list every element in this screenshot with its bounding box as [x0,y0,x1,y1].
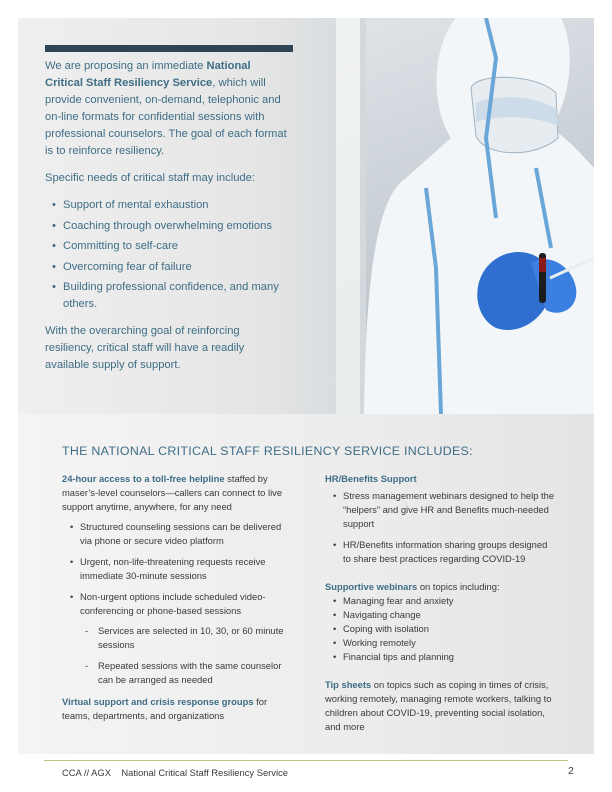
right-column [325,472,555,740]
needs-item: • Overcoming fear of failure [45,259,290,276]
helpline-bullets [62,520,292,687]
helpline-paragraph: 24-hour access to a toll-free helpline staffed by maser’s-level counselors—callers can connect to live support anytime, anywhere, for any need [62,473,283,512]
webinar-topic: • Navigating change [325,608,555,622]
webinar-topic: • Financial tips and planning [325,650,555,664]
needs-item: • Support of mental exhaustion [45,197,290,214]
service-name: National Critical Staff Resiliency Service [45,60,251,89]
sub-bullet: - Services are selected in 10, 30, or 60 minute sessions [80,624,292,652]
webinar-topic: • Coping with isolation [325,622,555,636]
helpline-bullet: • Non-urgent options include scheduled video-conferencing or phone-based sessions - Services are selected in 10, 30, or 60 minute sessions - Repeated sessions with the same counselor can be arranged as needed [62,590,292,687]
virtual-support-paragraph: Virtual support and crisis response groups for teams, departments, and organizations [62,696,268,721]
needs-heading: Specific needs of critical staff may include: [45,172,255,184]
intro-paragraph: We are proposing an immediate National Critical Staff Resiliency Service, which will provide convenient, on-demand, telephonic and on-line formats for confidential sessions with professional counselors. The goal of each format is to reinforce resiliency. [45,60,287,157]
helpline-title: 24-hour access to a toll-free helpline [62,473,225,484]
webinar-topics [325,594,555,664]
session-sub-bullets [80,624,292,687]
tip-sheets-title: Tip sheets [325,679,372,690]
needs-list [45,197,290,313]
section-title: THE NATIONAL CRITICAL STAFF RESILIENCY SERVICE INCLUDES: [62,444,473,458]
closing-paragraph: With the overarching goal of reinforcing resiliency, critical staff will have a readily available supply of support. [45,325,245,371]
hr-benefits-title: HR/Benefits Support [325,473,417,484]
footer-divider [44,760,568,761]
helpline-bullet: • Structured counseling sessions can be delivered via phone or secure video platform [62,520,292,548]
footer-text: CCA // AGX National Critical Staff Resiliency Service [62,767,288,778]
webinar-topic: • Managing fear and anxiety [325,594,555,608]
needs-item: • Coaching through overwhelming emotions [45,218,290,235]
sub-bullet: - Repeated sessions with the same counselor can be arranged as needed [80,659,292,687]
webinars-paragraph: Supportive webinars on topics including: [325,581,500,592]
health-worker-illustration [336,18,594,414]
hr-bullet: • HR/Benefits information sharing groups designed to share best practices regarding COVID-19 [325,538,555,566]
hr-benefits-bullets [325,489,555,566]
page-number: 2 [568,765,574,777]
accent-bar [45,45,293,52]
health-worker-photo [336,18,594,414]
virtual-support-title: Virtual support and crisis response groups [62,696,254,707]
helpline-bullet: • Urgent, non-life-threatening requests receive immediate 30-minute sessions [62,555,292,583]
webinars-title: Supportive webinars [325,581,418,592]
needs-item: • Building professional confidence, and many others. [45,279,290,313]
webinar-topic: • Working remotely [325,636,555,650]
tip-sheets-paragraph: Tip sheets on topics such as coping in times of crisis, working remotely, managing remote workers, talking to children about COVID-19, preventing social isolation, and more [325,679,552,732]
hr-bullet: • Stress management webinars designed to help the “helpers” and give HR and Benefits much-needed support [325,489,555,531]
intro-text-block [45,58,290,384]
needs-item: • Committing to self-care [45,238,290,255]
left-column [62,472,292,729]
